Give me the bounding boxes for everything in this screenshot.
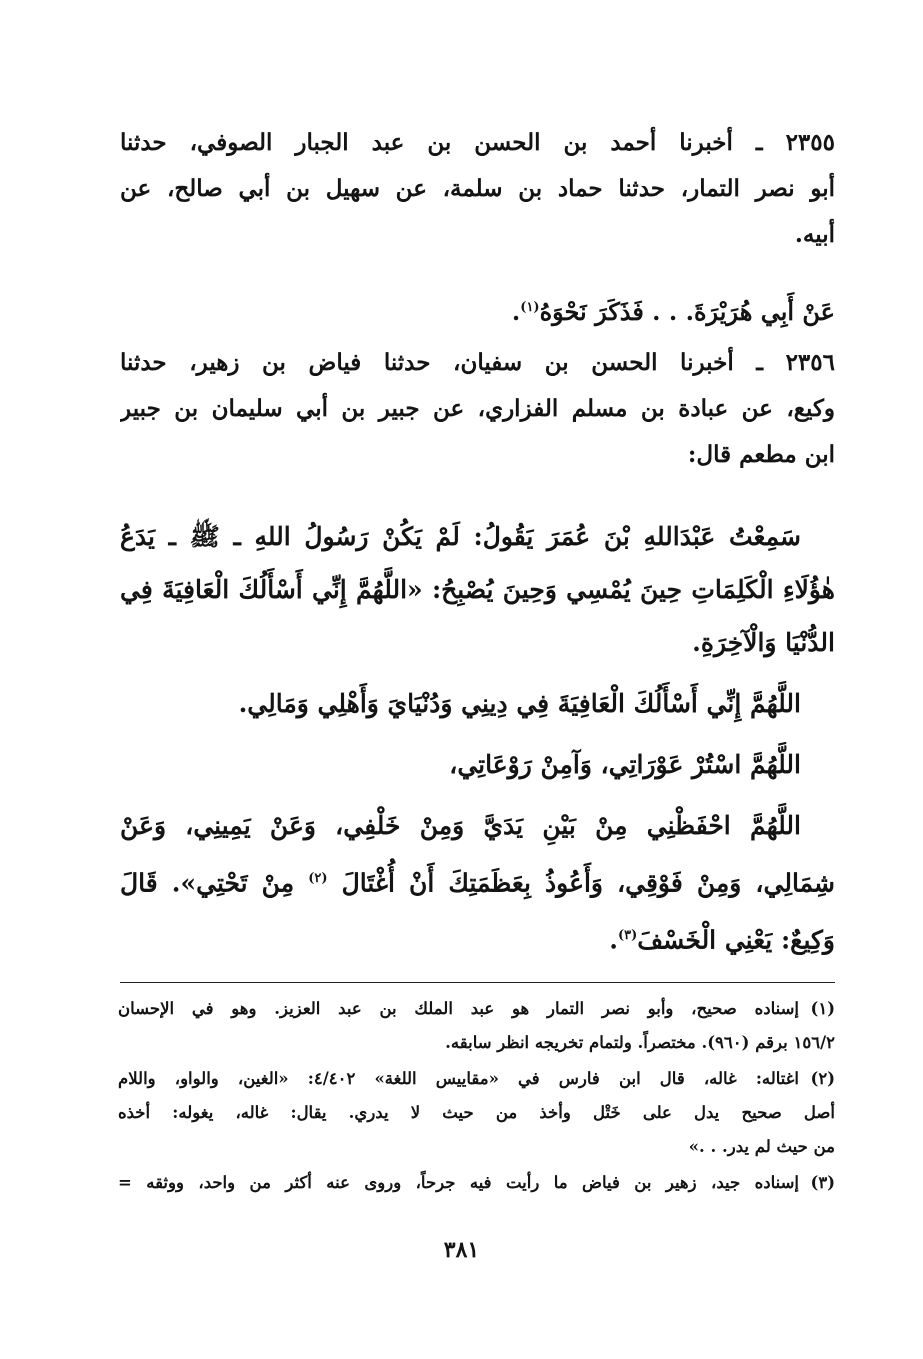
narration-line: أبيه. (794, 221, 835, 248)
hadith-segment: شِمَالِي، وَمِنْ فَوْقِي، وَأَعُوذُ بِعَظَمَتِكَ أَنْ أُغْتَالَ (341, 868, 835, 898)
narration-line: وكيع، عن عبادة بن مسلم الفزاري، عن جبير بن أبي سليمان بن جبير (120, 395, 835, 422)
footnote-line: ١٥٦/٢ برقم (٩٦٠). مختصراً. ولتمام تخريجه انظر سابقه. (445, 1033, 835, 1052)
matn-end: . (511, 297, 521, 326)
footnote-text: إسناده صحيح، وأبو نصر التمار هو عبد الملك بن عبد العزيز. وهو في الإحسان (118, 999, 799, 1018)
hadith-segment: وَكِيعٌ: يَعْنِي الْخَسْفَ (637, 925, 835, 955)
narration-line: ابن مطعم قال: (687, 441, 835, 468)
footnote-2 (118, 1062, 835, 1164)
footnote-label: (١) (810, 999, 835, 1018)
hadith-line: سَمِعْتُ عَبْدَاللهِ بْنَ عُمَرَ يَقُولُ: لَمْ يَكُنْ رَسُولُ اللهِ ـ ﷺ ـ يَدَعُ (120, 522, 801, 551)
footnote-line (118, 1062, 835, 1096)
narration-2356 (120, 340, 835, 478)
matn-line (120, 285, 835, 335)
hadith-line: اللَّهُمَّ إِنِّي أَسْأَلُكَ الْعَافِيَةَ فِي دِينِي وَدُنْيَايَ وَأَهْلِي وَمَالِي. (238, 689, 801, 718)
footnote-ref[interactable]: (٢) (308, 871, 328, 886)
matn-2355 (120, 285, 869, 335)
footnote-label: (٣) (810, 1173, 835, 1192)
narration-line: ٢٣٥٦ ـ أخبرنا الحسن بن سفيان، حدثنا فياض بن زهير، حدثنا (120, 349, 835, 376)
hadith-line (120, 909, 835, 966)
footnote-separator (120, 982, 835, 983)
hadith-text (120, 510, 835, 967)
footnote-line: أصل صحيح يدل على خَتْل وأخذ من حيث لا يدري. يقال: غاله، يغوله: أخذه (118, 1103, 835, 1122)
footnote-text: اغتاله: غاله، قال ابن فارس في «مقاييس اللغة» ٤/٤٠٢: «الغين، والواو، واللام (118, 1069, 799, 1088)
narration-line: أبو نصر التمار، حدثنا حماد بن سلمة، عن سهيل بن أبي صالح، عن (120, 175, 835, 202)
footnote-1 (118, 992, 835, 1060)
narration-2355 (120, 120, 835, 258)
hadith-line: اللَّهُمَّ اسْتُرْ عَوْرَاتِي، وَآمِنْ رَوْعَاتِي، (449, 750, 801, 779)
footnote-label: (٢) (810, 1069, 835, 1088)
hadith-end: . (609, 925, 618, 955)
hadith-segment: مِنْ تَحْتِي». قَالَ (120, 868, 295, 898)
page-number: ٣٨١ (443, 1237, 480, 1263)
footnote-line (118, 1166, 835, 1200)
hadith-line: هٰؤُلَاءِ الْكَلِمَاتِ حِينَ يُمْسِي وَحِينَ يُصْبِحُ: «اللَّهُمَّ إِنِّي أَسْأَلُكَ الْعَافِيَةَ فِي (120, 575, 835, 604)
hadith-line: اللَّهُمَّ احْفَظْنِي مِنْ بَيْنِ يَدَيَّ وَمِنْ خَلْفِي، وَعَنْ يَمِينِي، وَعَنْ (120, 811, 801, 840)
footnote-ref[interactable]: (٣) (617, 928, 638, 944)
matn-text: عَنْ أَبِي هُرَيْرَةَ. . . فَذَكَرَ نَحْوَهُ (539, 297, 835, 326)
hadith-line: الدُّنْيَا وَالْآخِرَةِ. (692, 628, 835, 657)
narration-line: ٢٣٥٥ ـ أخبرنا أحمد بن الحسن بن عبد الجبار الصوفي، حدثنا (120, 129, 835, 156)
footnote-text: إسناده جيد، زهير بن فياض ما رأيت فيه جرحاً، وروى عنه أكثر من واحد، ووثقه = (118, 1173, 799, 1192)
footnote-line (118, 992, 835, 1026)
footnote-line: من حيث لم يدر. . .» (688, 1137, 835, 1156)
footnote-ref[interactable]: (١) (520, 300, 540, 315)
hadith-line (120, 852, 835, 909)
footnote-3 (118, 1166, 835, 1200)
